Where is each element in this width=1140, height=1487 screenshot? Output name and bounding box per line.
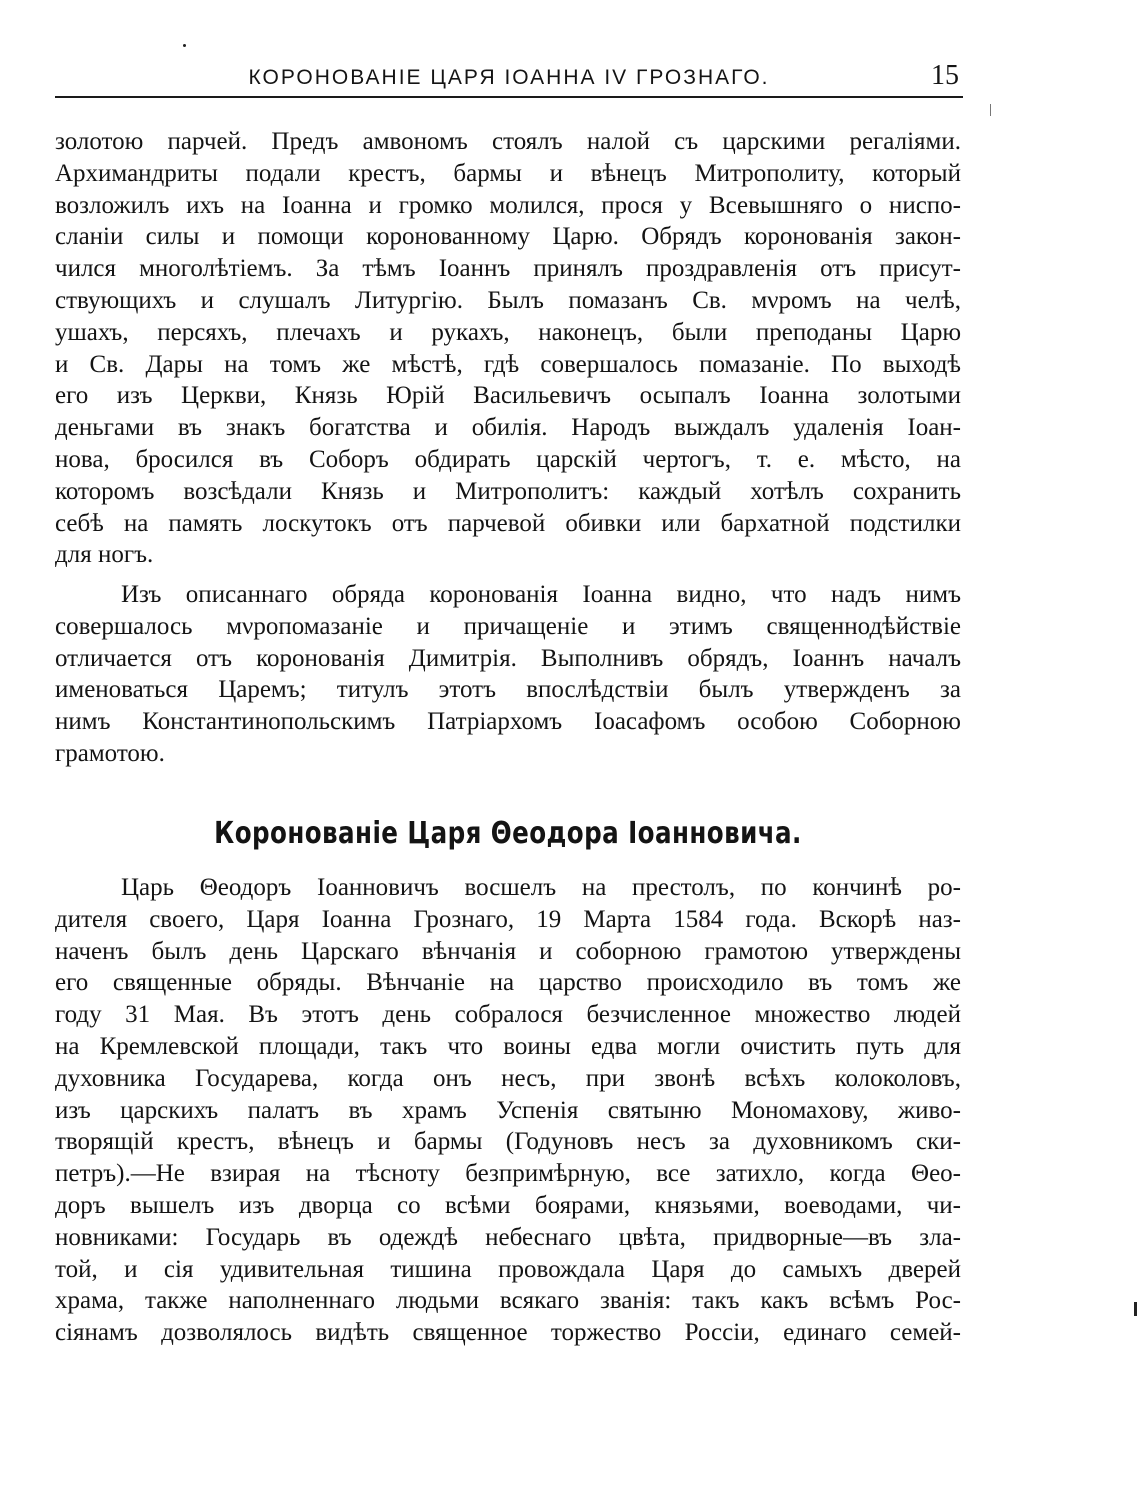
text-line: его священные обряды. Вѣнчаніе на царство происходило въ томъ же: [55, 969, 961, 997]
text-line: на Кремлевской площади, такъ что воины едва могли очистить путь для: [55, 1032, 961, 1060]
text-line: творящій крестъ, вѣнецъ и бармы (Годуновъ несъ за духовникомъ ски-: [55, 1128, 961, 1156]
text-line: грамотою.: [55, 739, 165, 767]
text-line: которомъ возсѣдали Князь и Митрополитъ: каждый хотѣлъ сохранить: [55, 477, 961, 505]
text-line: нова, бросился въ Соборъ обдирать царскій чертогъ, т. е. мѣсто, на: [55, 445, 961, 473]
text-line: Царь Θеодоръ Іоанновичъ восшелъ на престолъ, по кончинѣ ро-: [121, 874, 961, 901]
text-line: его изъ Церкви, Князь Юрій Васильевичъ осыпалъ Іоанна золотыми: [55, 382, 961, 410]
text-line: Архимандриты подали крестъ, бармы и вѣнецъ Митрополиту, который: [55, 159, 961, 187]
text-line: совершалось мνропомазаніе и причащеніе и этимъ священнодѣйствіе: [55, 612, 961, 640]
text-line: и Св. Дары на томъ же мѣстѣ, гдѣ совершалось помазаніе. По выходѣ: [55, 350, 961, 378]
scan-speck: [1134, 1302, 1137, 1316]
page-number: 15: [931, 60, 959, 91]
text-line: Изъ описаннаго обряда коронованія Іоанна видно, что надъ нимъ: [121, 581, 961, 608]
running-title: КОРОНОВАНІЕ ЦАРЯ ІОАННА IV ГРОЗНАГО.: [248, 66, 770, 89]
scan-speck: [990, 104, 991, 116]
text-line: себѣ на память лоскутокъ отъ парчевой обивки или бархатной подстилки: [55, 509, 961, 537]
text-line: ушахъ, персяхъ, плечахъ и рукахъ, наконецъ, были преподаны Царю: [55, 318, 961, 346]
text-line: отличается отъ коронованія Димитрія. Выполнивъ обрядъ, Іоаннъ началъ: [55, 644, 961, 672]
text-line: году 31 Мая. Въ этотъ день собралося безчисленное множество людей: [55, 1001, 961, 1029]
paragraph-1: [55, 126, 961, 571]
text-line: возложилъ ихъ на Іоанна и громко молился, прося у Всевышняго о ниспо-: [55, 191, 961, 219]
text-line: деньгами въ знакъ богатства и обилія. Народъ выждалъ удаленія Іоан-: [55, 414, 961, 442]
text-line: нимъ Константинопольскимъ Патріархомъ Іоасафомъ особою Соборною: [55, 708, 961, 736]
text-line: духовника Государева, когда онъ несъ, при звонѣ всѣхъ колоколовъ,: [55, 1064, 961, 1092]
text-line: храма, также наполненнаго людьми всякаго званія: такъ какъ всѣмъ Рос-: [55, 1287, 961, 1315]
text-line: для ногъ.: [55, 541, 154, 569]
header-rule: [55, 96, 963, 98]
text-line: петръ).—Не взирая на тѣсноту безпримѣрную, все затихло, когда Θео-: [55, 1160, 961, 1188]
text-line: сланіи силы и помощи коронованному Царю. Обрядъ коронованія закон-: [55, 223, 961, 251]
running-header: [55, 62, 963, 96]
scan-speck: [183, 44, 186, 47]
text-line: той, и сія удивительная тишина провождала Царя до самыхъ дверей: [55, 1255, 961, 1283]
text-line: дителя своего, Царя Іоанна Грознаго, 19 Марта 1584 года. Вскорѣ наз-: [55, 905, 961, 933]
text-line: сіянамъ дозволялось видѣть священное торжество Россіи, единаго семей-: [55, 1319, 961, 1347]
text-line: изъ царскихъ палатъ въ храмъ Успенія святыню Мономахову, живо-: [55, 1096, 961, 1124]
paragraph-2: [55, 579, 961, 770]
text-line: наченъ былъ день Царскаго вѣнчанія и соборною грамотою утверждены: [55, 937, 961, 965]
text-line: ствующихъ и слушалъ Литургію. Былъ помазанъ Св. мνромъ на челѣ,: [55, 286, 961, 314]
text-line: доръ вышелъ изъ дворца со всѣми боярами, князьями, воеводами, чи-: [55, 1191, 961, 1219]
text-line: именоваться Царемъ; титулъ этотъ впослѣдствіи былъ утвержденъ за: [55, 676, 961, 704]
text-line: новниками: Государь въ одеждѣ небеснаго цвѣта, придворные—въ зла-: [55, 1223, 961, 1251]
text-line: золотою парчей. Предъ амвономъ стоялъ налой съ царскими регаліями.: [55, 128, 961, 155]
section-title: Коронованіе Царя Θеодора Іоанновича.: [214, 816, 802, 851]
text-line: чился многолѣтіемъ. За тѣмъ Іоаннъ принялъ проздравленія отъ присут-: [55, 255, 961, 283]
paragraph-3: [55, 872, 961, 1349]
